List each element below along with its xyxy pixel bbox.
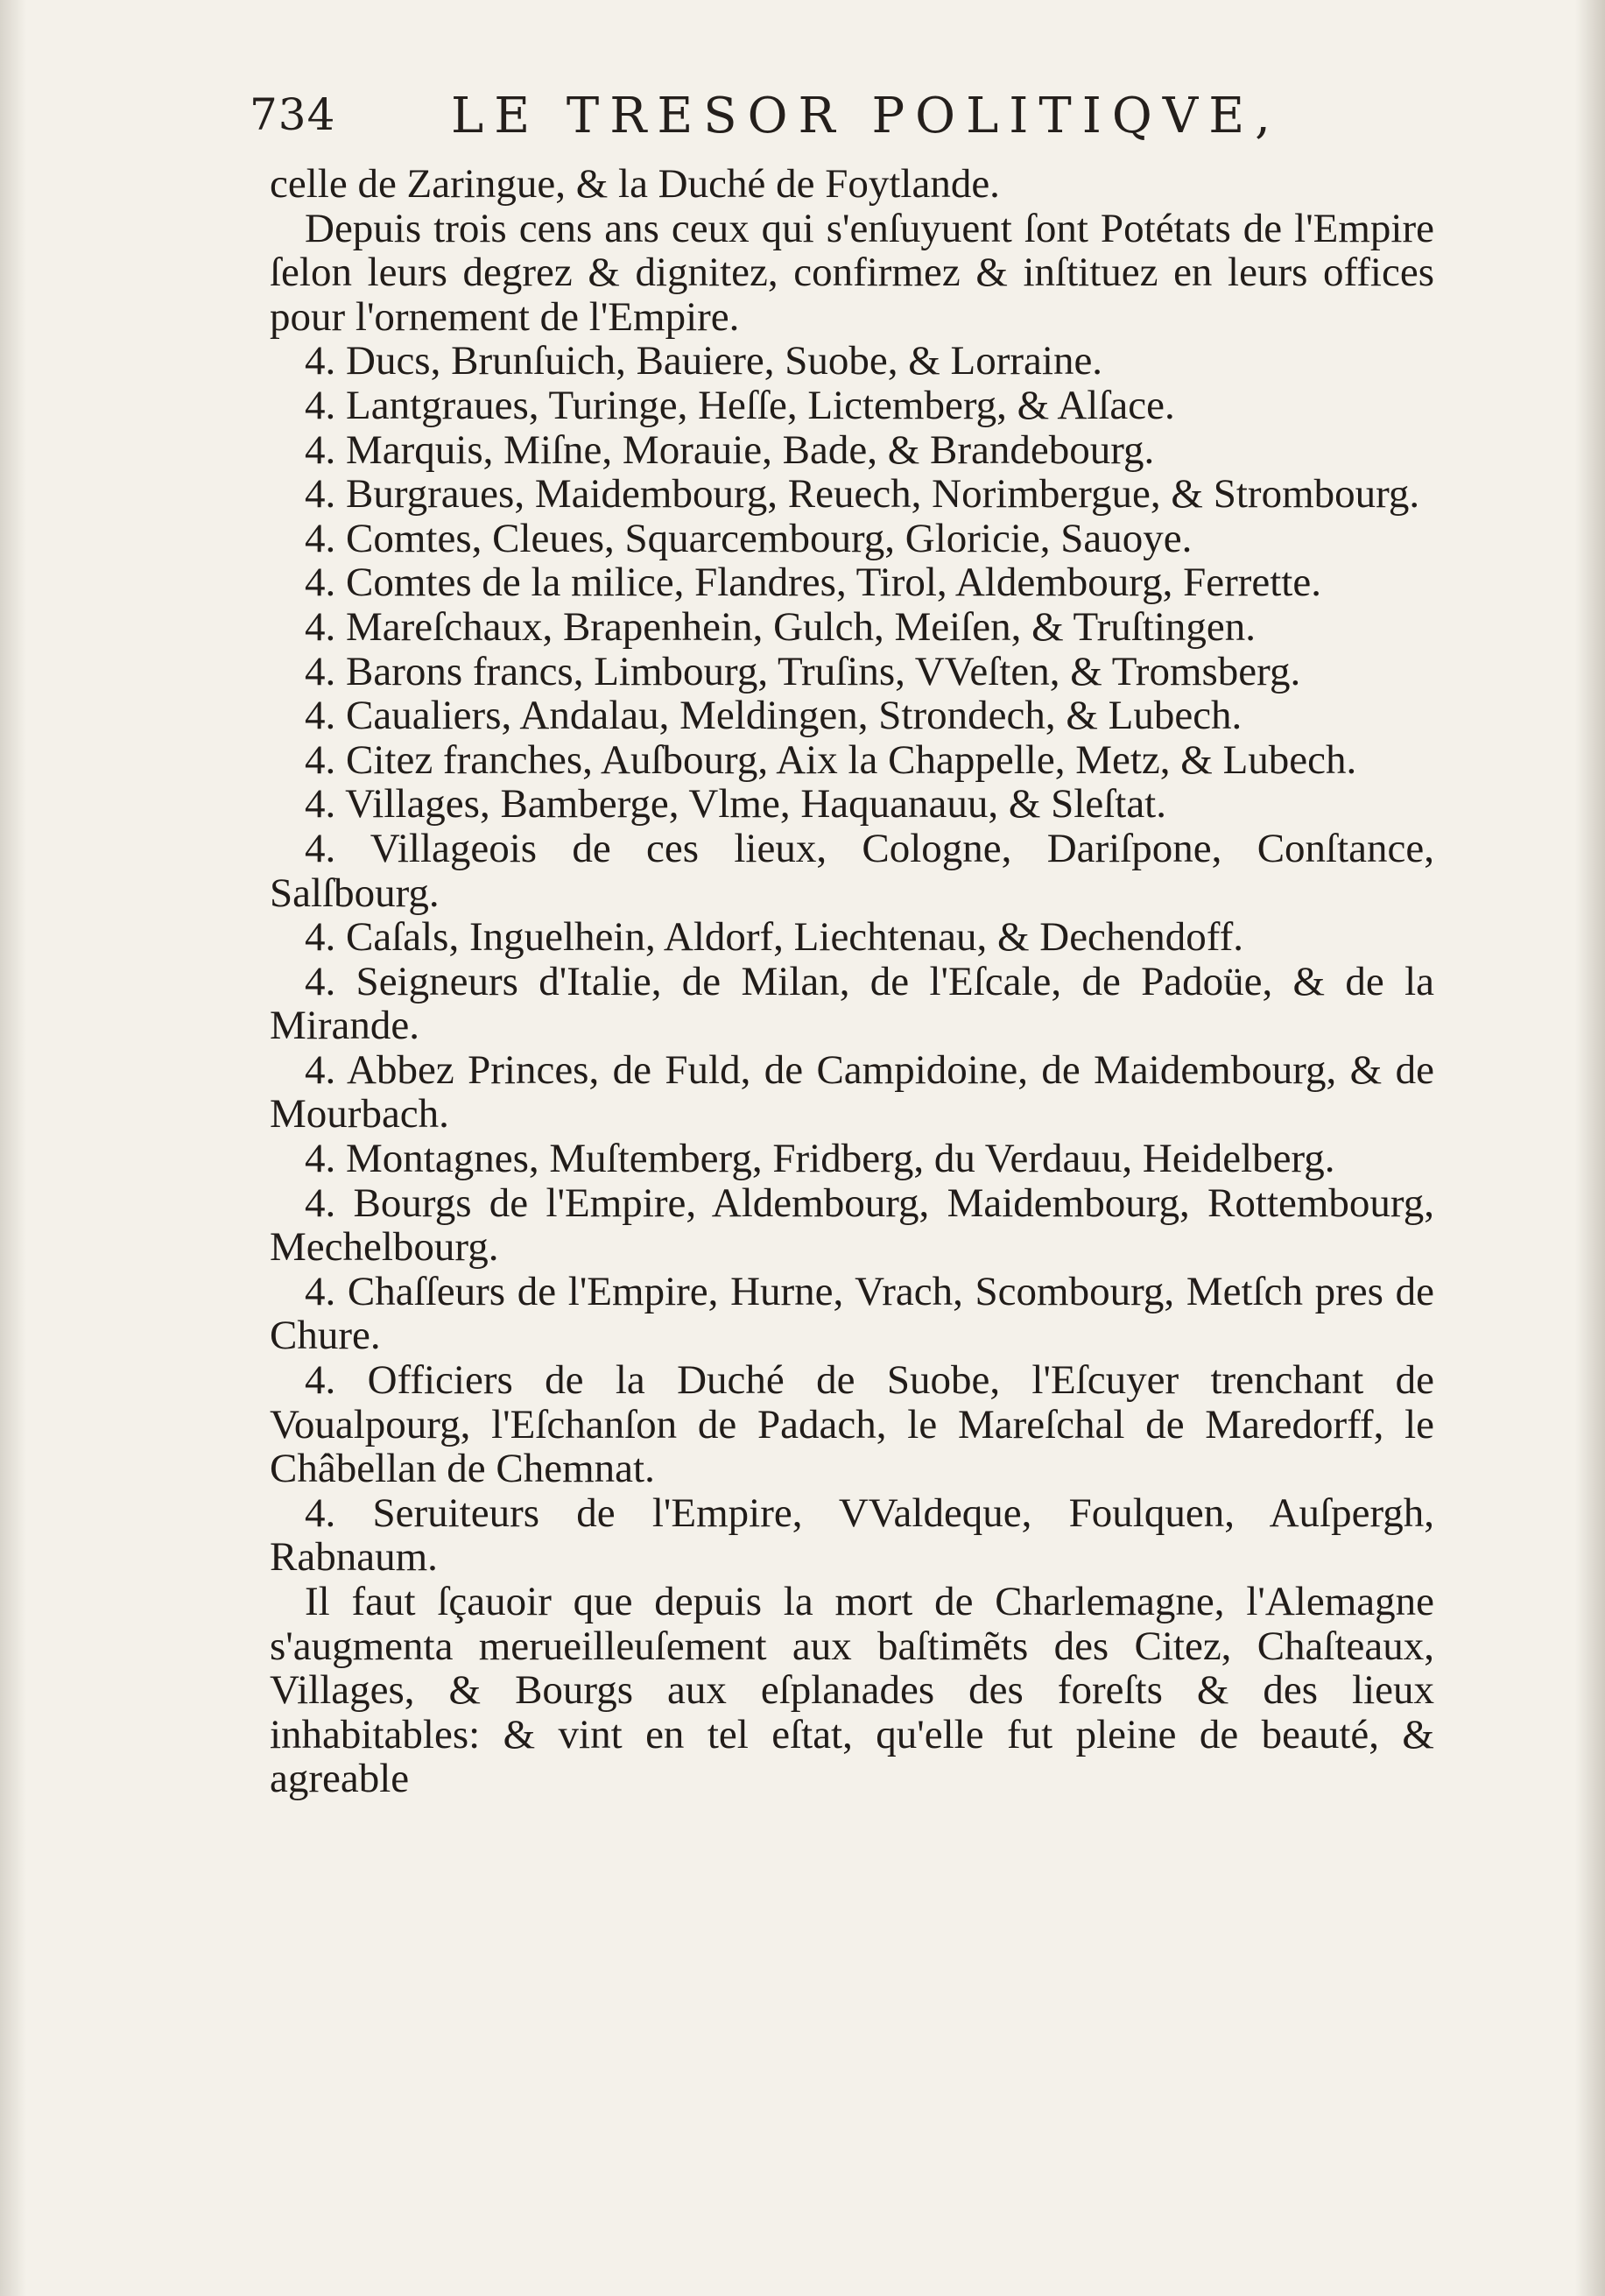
list-item: 4. Abbez Princes, de Fuld, de Campidoine, de Maidembourg, & de Mourbach. — [270, 1046, 1434, 1137]
list-item: 4. Marquis, Miſne, Morauie, Bade, & Brandebourg. — [305, 426, 1155, 473]
list-item: 4. Caſals, Inguelhein, Aldorf, Liechtenau, & Dechendoff. — [305, 914, 1243, 961]
list-item: 4. Ducs, Brunſuich, Bauiere, Suobe, & Lorraine. — [305, 338, 1103, 384]
list-item: 4. Villages, Bamberge, Vlme, Haquanauu, & Sleſtat. — [305, 781, 1166, 828]
list-item: 4. Chaſſeurs de l'Empire, Hurne, Vrach, Scombourg, Metſch pres de Chure. — [270, 1268, 1434, 1359]
list-item: 4. Mareſchaux, Brapenhein, Gulch, Meiſen, & Truſtingen. — [305, 603, 1257, 650]
list-item: 4. Caualiers, Andalau, Meldingen, Strondech, & Lubech. — [305, 693, 1242, 739]
body-text — [270, 162, 1434, 1801]
paragraph: Depuis trois cens ans ceux qui s'enſuyuent ſont Potétats de l'Empire ſelon leurs degrez & dignitez, confirmez & inſtituez en leurs offices pour l'ornement de l'Empire. — [270, 205, 1434, 340]
list-item: 4. Barons francs, Limbourg, Truſins, VVeſten, & Tromsberg. — [305, 648, 1301, 694]
list-item: 4. Burgraues, Maidembourg, Reuech, Norimbergue, & Strombourg. — [305, 471, 1420, 518]
paragraph: Il faut ſçauoir que depuis la mort de Charlemagne, l'Alemagne s'augmenta merueilleuſement aux baſtimẽts des Citez, Chaſteaux, Villages, & Bourgs aux eſplanades des foreſts & des lieux inhabitables: & vint en tel eſtat, qu'elle fut pleine de beauté, & agreable — [270, 1579, 1434, 1802]
list-item: 4. Bourgs de l'Empire, Aldembourg, Maidembourg, Rottembourg, Mechelbourg. — [270, 1180, 1434, 1271]
page-header — [0, 88, 1605, 158]
list-item: 4. Comtes de la milice, Flandres, Tirol, Aldembourg, Ferrette. — [305, 560, 1321, 606]
list-item: 4. Seigneurs d'Italie, de Milan, de l'Eſcale, de Padoüe, & de la Mirande. — [270, 958, 1434, 1049]
list-item: 4. Comtes, Cleues, Squarcembourg, Gloricie, Sauoye. — [305, 515, 1193, 561]
page-number: 734 — [250, 89, 336, 140]
list-item: 4. Officiers de la Duché de Suobe, l'Eſcuyer trenchant de Voualpourg, l'Eſchanſon de Padach, le Mareſchal de Maredorff, le Châbellan de Chemnat. — [270, 1357, 1434, 1492]
list-item: 4. Citez franches, Auſbourg, Aix la Chappelle, Metz, & Lubech. — [305, 736, 1357, 783]
list-item: 4. Lantgraues, Turinge, Heſſe, Lictemberg, & Alſace. — [305, 382, 1175, 428]
list-item: 4. Villageois de ces lieux, Cologne, Dariſpone, Conſtance, Salſbourg. — [270, 825, 1434, 916]
running-title: LE TRESOR POLITIQVE, — [451, 88, 1281, 144]
paragraph: celle de Zaringue, & la Duché de Foytlande. — [270, 161, 1000, 207]
list-item: 4. Seruiteurs de l'Empire, VValdeque, Foulquen, Auſpergh, Rabnaum. — [270, 1490, 1434, 1581]
list-item: 4. Montagnes, Muſtemberg, Fridberg, du Verdauu, Heidelberg. — [305, 1136, 1335, 1182]
